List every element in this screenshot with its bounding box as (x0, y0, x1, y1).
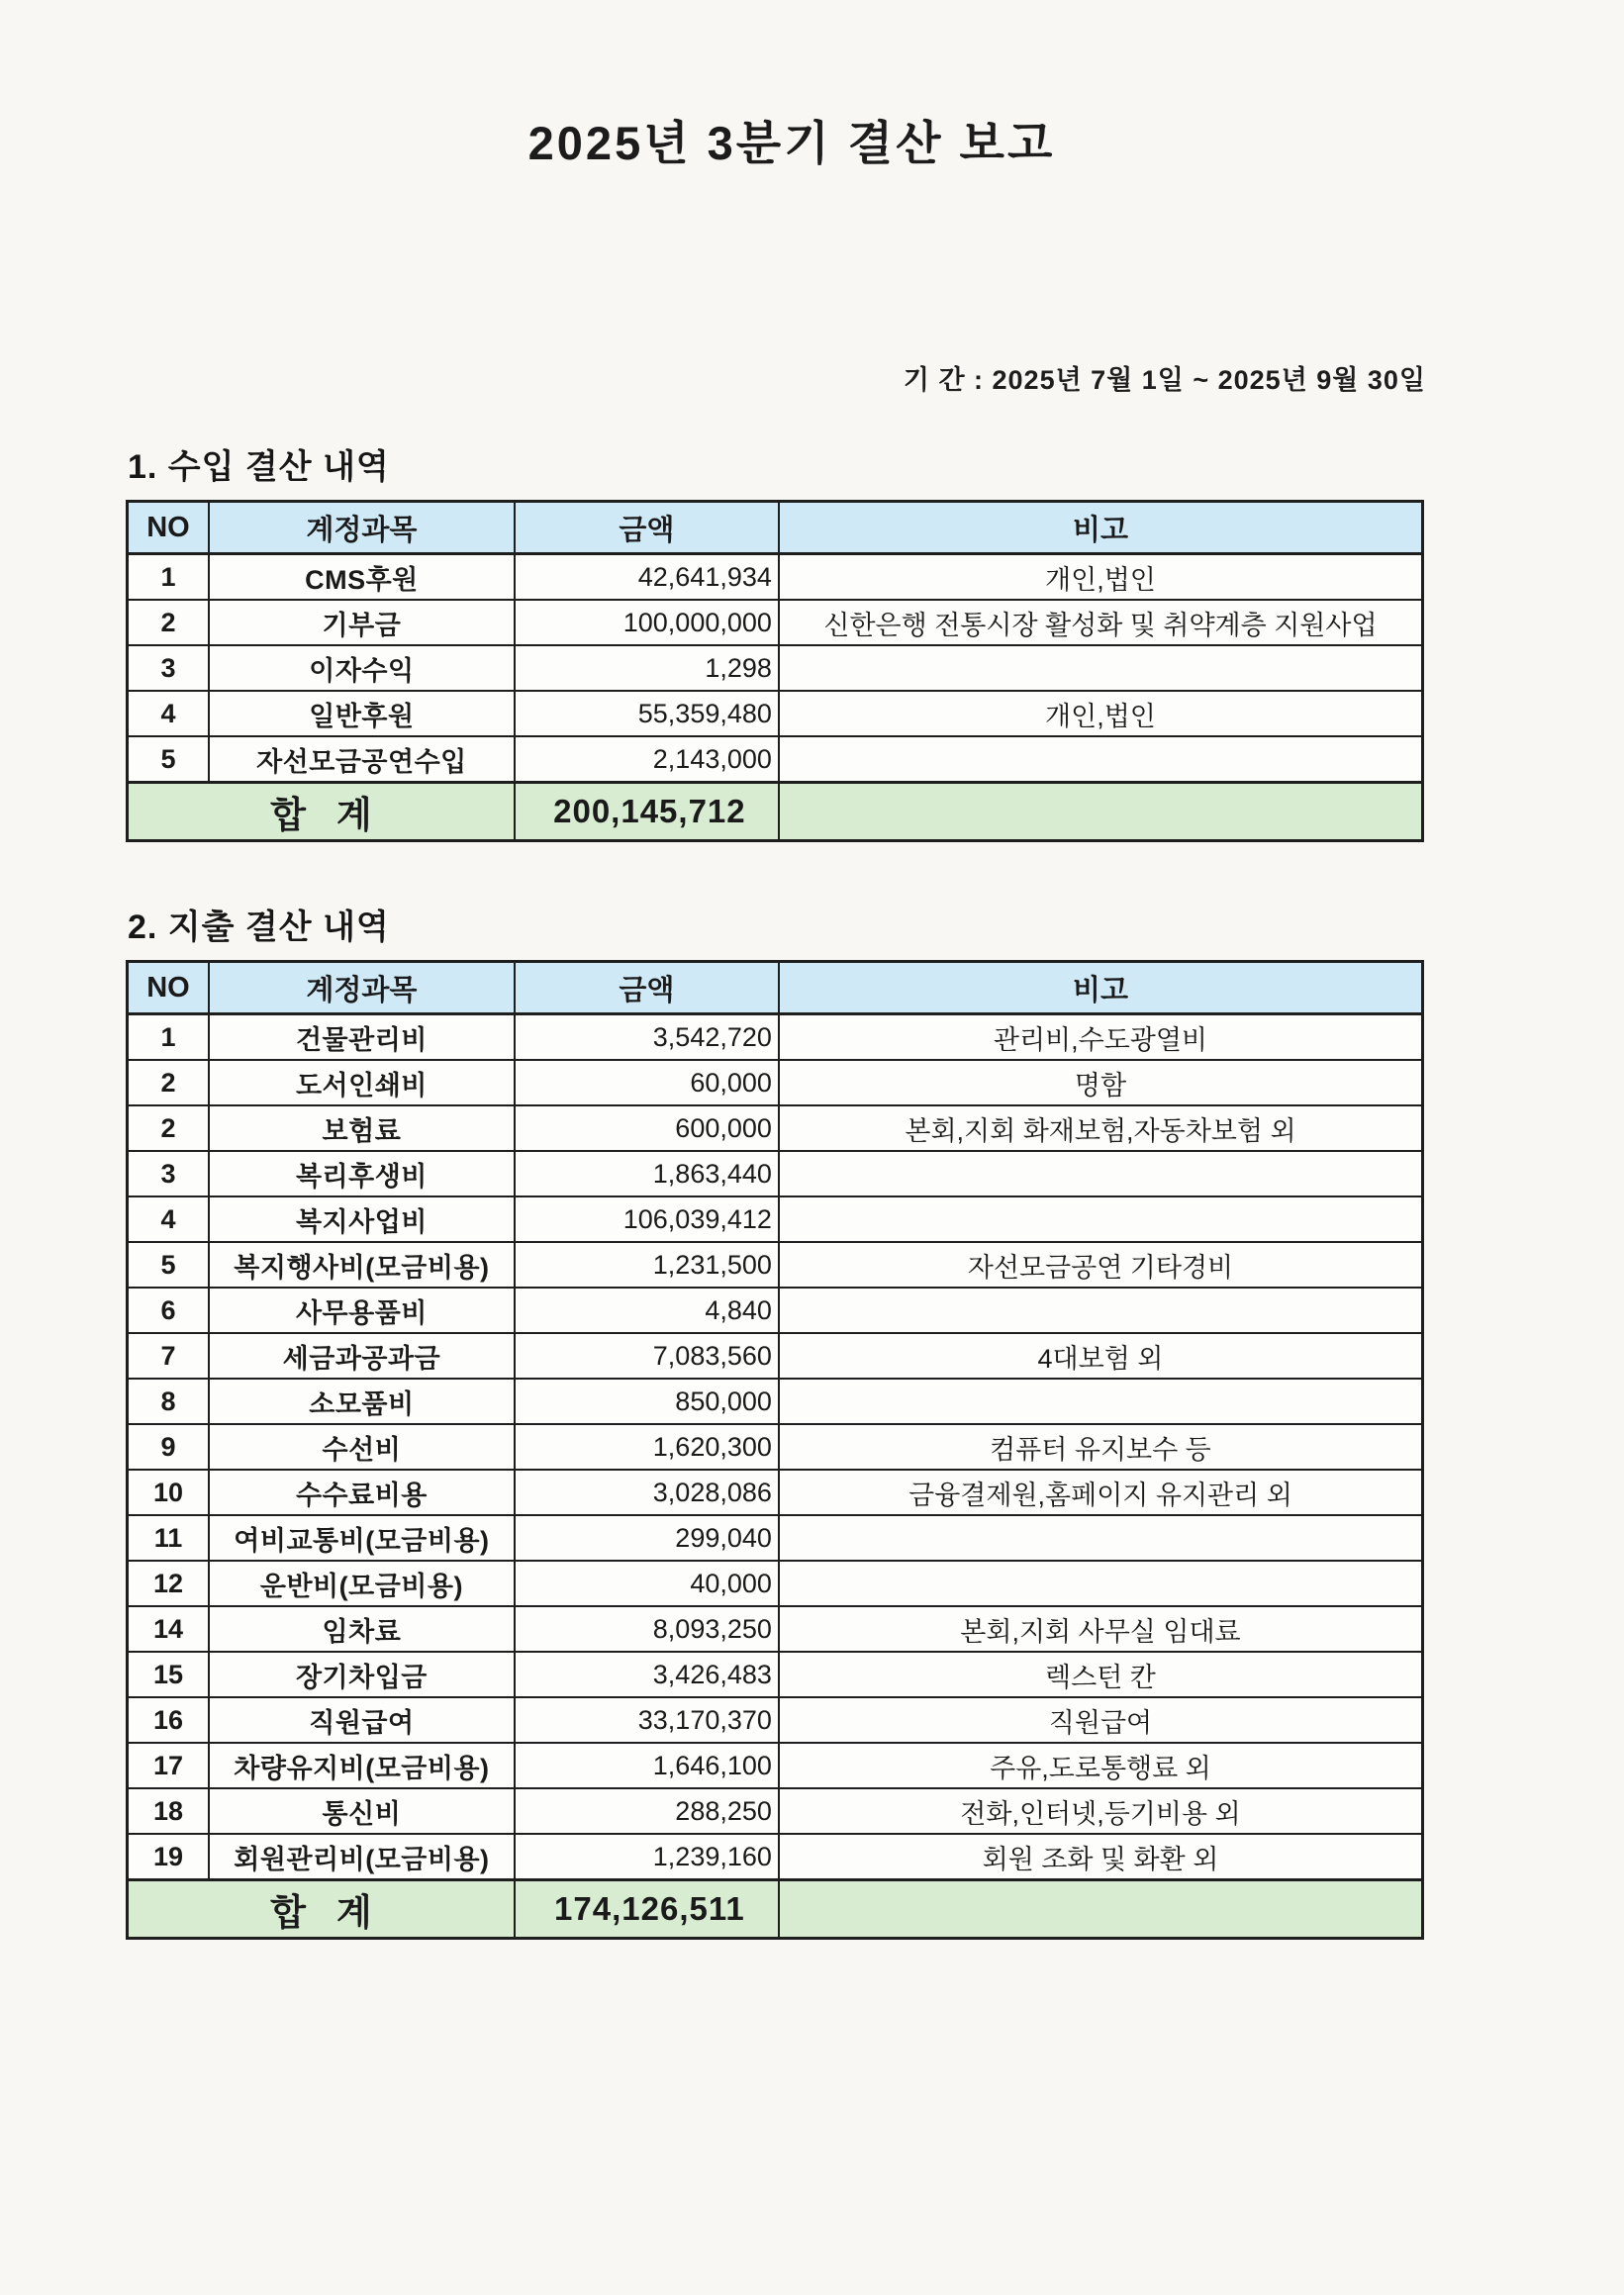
cell-amount: 288,250 (515, 1788, 779, 1834)
cell-account: 자선모금공연수입 (209, 736, 515, 783)
cell-note (779, 736, 1423, 783)
column-header-note: 비고 (779, 962, 1423, 1014)
expense-table-row (128, 1105, 1423, 1151)
cell-account: 기부금 (209, 600, 515, 645)
cell-account: 직원급여 (209, 1697, 515, 1743)
cell-account: 임차료 (209, 1606, 515, 1652)
cell-account: 이자수익 (209, 645, 515, 691)
cell-account: 장기차입금 (209, 1652, 515, 1697)
cell-account: 차량유지비(모금비용) (209, 1743, 515, 1788)
cell-account: 수선비 (209, 1424, 515, 1470)
expense-table-row (128, 1697, 1423, 1743)
expense-table-row (128, 1151, 1423, 1196)
cell-note: 주유,도로통행료 외 (779, 1743, 1423, 1788)
cell-amount: 60,000 (515, 1060, 779, 1105)
cell-no: 18 (128, 1788, 209, 1834)
cell-note: 회원 조화 및 화환 외 (779, 1834, 1423, 1880)
cell-no: 5 (128, 736, 209, 783)
cell-note (779, 1151, 1423, 1196)
cell-amount: 1,620,300 (515, 1424, 779, 1470)
column-header-no: NO (128, 962, 209, 1014)
expense-total-label: 합 계 (128, 1880, 515, 1939)
cell-no: 1 (128, 554, 209, 601)
income-total-amount: 200,145,712 (515, 783, 779, 841)
cell-amount: 7,083,560 (515, 1333, 779, 1379)
expense-header-row (128, 962, 1423, 1014)
cell-account: 운반비(모금비용) (209, 1561, 515, 1606)
cell-no: 15 (128, 1652, 209, 1697)
income-total-label: 합 계 (128, 783, 515, 841)
cell-account: 복리후생비 (209, 1151, 515, 1196)
cell-no: 1 (128, 1014, 209, 1061)
cell-no: 8 (128, 1379, 209, 1424)
expense-table-row (128, 1470, 1423, 1515)
cell-amount: 3,542,720 (515, 1014, 779, 1061)
cell-account: 통신비 (209, 1788, 515, 1834)
cell-account: 회원관리비(모금비용) (209, 1834, 515, 1880)
cell-no: 10 (128, 1470, 209, 1515)
income-table-row (128, 645, 1423, 691)
cell-amount: 33,170,370 (515, 1697, 779, 1743)
cell-note: 4대보험 외 (779, 1333, 1423, 1379)
cell-no: 5 (128, 1242, 209, 1288)
period-label: 기 간 : 2025년 7월 1일 ~ 2025년 9월 30일 (903, 365, 1426, 395)
cell-amount: 42,641,934 (515, 554, 779, 601)
cell-note (779, 1196, 1423, 1242)
expense-table-row (128, 1606, 1423, 1652)
cell-no: 2 (128, 1060, 209, 1105)
cell-amount: 3,028,086 (515, 1470, 779, 1515)
cell-amount: 299,040 (515, 1515, 779, 1561)
cell-no: 12 (128, 1561, 209, 1606)
cell-note (779, 1288, 1423, 1333)
cell-note: 직원급여 (779, 1697, 1423, 1743)
cell-amount: 2,143,000 (515, 736, 779, 783)
cell-account: 수수료비용 (209, 1470, 515, 1515)
expense-table-row (128, 1014, 1423, 1061)
cell-note: 관리비,수도광열비 (779, 1014, 1423, 1061)
expense-table-row (128, 1561, 1423, 1606)
column-header-no: NO (128, 502, 209, 554)
column-header-account: 계정과목 (209, 502, 515, 554)
cell-amount: 40,000 (515, 1561, 779, 1606)
cell-note: 렉스턴 칸 (779, 1652, 1423, 1697)
expense-table-row (128, 1333, 1423, 1379)
cell-account: 복지사업비 (209, 1196, 515, 1242)
cell-no: 4 (128, 691, 209, 736)
cell-note: 본회,지회 사무실 임대료 (779, 1606, 1423, 1652)
cell-account: 복지행사비(모금비용) (209, 1242, 515, 1288)
cell-account: 보험료 (209, 1105, 515, 1151)
expense-table-row (128, 1196, 1423, 1242)
income-section-title: 1. 수입 결산 내역 (128, 448, 390, 486)
cell-no: 14 (128, 1606, 209, 1652)
cell-note: 개인,법인 (779, 554, 1423, 601)
expense-table-row (128, 1379, 1423, 1424)
expense-table-row (128, 1834, 1423, 1880)
report-content (126, 439, 1424, 1940)
expense-total-row (128, 1880, 1423, 1939)
expense-table-row (128, 1060, 1423, 1105)
cell-note: 신한은행 전통시장 활성화 및 취약계층 지원사업 (779, 600, 1423, 645)
cell-no: 3 (128, 645, 209, 691)
cell-note: 명함 (779, 1060, 1423, 1105)
cell-no: 6 (128, 1288, 209, 1333)
expense-table-row (128, 1743, 1423, 1788)
cell-amount: 1,863,440 (515, 1151, 779, 1196)
cell-note (779, 1561, 1423, 1606)
cell-no: 17 (128, 1743, 209, 1788)
cell-amount: 100,000,000 (515, 600, 779, 645)
column-header-amount: 금액 (515, 962, 779, 1014)
cell-no: 19 (128, 1834, 209, 1880)
cell-note: 금융결제원,홈페이지 유지관리 외 (779, 1470, 1423, 1515)
cell-amount: 850,000 (515, 1379, 779, 1424)
cell-no: 7 (128, 1333, 209, 1379)
cell-account: 도서인쇄비 (209, 1060, 515, 1105)
income-table (126, 500, 1424, 842)
page-title: 2025년 3분기 결산 보고 (527, 117, 1056, 169)
income-table-row (128, 736, 1423, 783)
cell-amount: 1,646,100 (515, 1743, 779, 1788)
expense-total-amount: 174,126,511 (515, 1880, 779, 1939)
cell-amount: 4,840 (515, 1288, 779, 1333)
cell-no: 2 (128, 1105, 209, 1151)
expense-table-row (128, 1242, 1423, 1288)
cell-no: 11 (128, 1515, 209, 1561)
cell-amount: 1,231,500 (515, 1242, 779, 1288)
column-header-account: 계정과목 (209, 962, 515, 1014)
cell-no: 16 (128, 1697, 209, 1743)
cell-note: 컴퓨터 유지보수 등 (779, 1424, 1423, 1470)
cell-note: 자선모금공연 기타경비 (779, 1242, 1423, 1288)
income-table-row (128, 600, 1423, 645)
expense-table-row (128, 1288, 1423, 1333)
income-table-row (128, 554, 1423, 601)
expense-table-row (128, 1652, 1423, 1697)
cell-amount: 1,298 (515, 645, 779, 691)
expense-table-row (128, 1424, 1423, 1470)
cell-note: 본회,지회 화재보험,자동차보험 외 (779, 1105, 1423, 1151)
cell-amount: 1,239,160 (515, 1834, 779, 1880)
cell-no: 9 (128, 1424, 209, 1470)
cell-amount: 55,359,480 (515, 691, 779, 736)
cell-note (779, 1515, 1423, 1561)
cell-account: CMS후원 (209, 554, 515, 601)
cell-amount: 3,426,483 (515, 1652, 779, 1697)
cell-note (779, 1379, 1423, 1424)
cell-account: 소모품비 (209, 1379, 515, 1424)
cell-account: 일반후원 (209, 691, 515, 736)
expense-table-row (128, 1788, 1423, 1834)
cell-account: 여비교통비(모금비용) (209, 1515, 515, 1561)
income-header-row (128, 502, 1423, 554)
expense-total-note (779, 1880, 1423, 1939)
cell-amount: 106,039,412 (515, 1196, 779, 1242)
cell-account: 건물관리비 (209, 1014, 515, 1061)
cell-note: 전화,인터넷,등기비용 외 (779, 1788, 1423, 1834)
column-header-amount: 금액 (515, 502, 779, 554)
cell-note: 개인,법인 (779, 691, 1423, 736)
column-header-note: 비고 (779, 502, 1423, 554)
cell-amount: 8,093,250 (515, 1606, 779, 1652)
income-total-row (128, 783, 1423, 841)
cell-amount: 600,000 (515, 1105, 779, 1151)
cell-note (779, 645, 1423, 691)
expense-table (126, 960, 1424, 1940)
expense-table-row (128, 1515, 1423, 1561)
cell-no: 2 (128, 600, 209, 645)
cell-account: 사무용품비 (209, 1288, 515, 1333)
expense-section-title: 2. 지출 결산 내역 (128, 908, 390, 946)
cell-no: 3 (128, 1151, 209, 1196)
cell-account: 세금과공과금 (209, 1333, 515, 1379)
income-table-row (128, 691, 1423, 736)
cell-no: 4 (128, 1196, 209, 1242)
income-total-note (779, 783, 1423, 841)
